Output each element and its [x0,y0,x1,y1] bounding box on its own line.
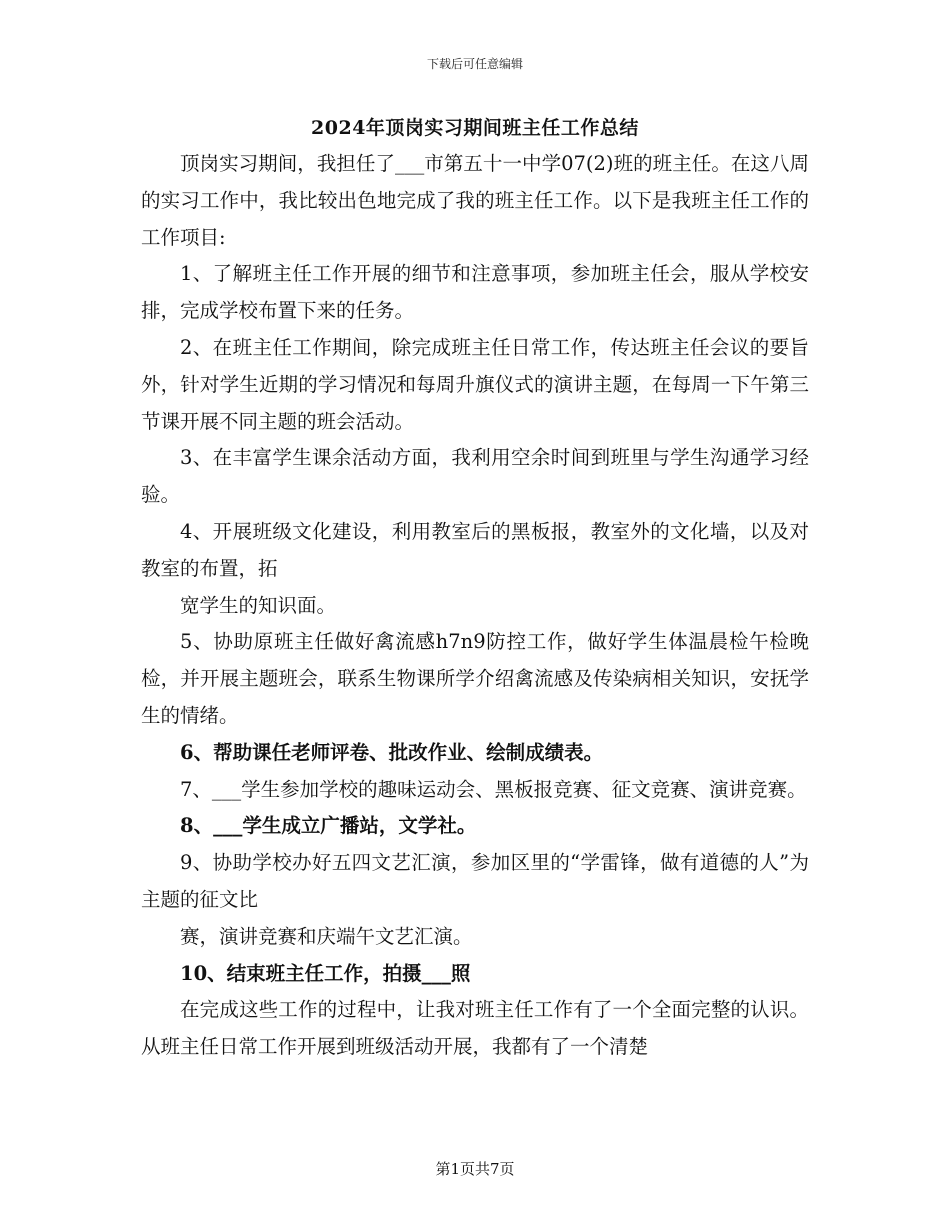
paragraph: 2、在班主任工作期间，除完成班主任日常工作，传达班主任会议的要旨外，针对学生近期的学习情况和每周升旗仪式的演讲主题，在每周一下午第三节课开展不同主题的班会活动。 [141,335,809,433]
paragraph: 宽学生的知识面。 [180,593,337,617]
paragraph-bold: 10、结束班主任工作，拍摄___照 [180,961,471,985]
paragraph: 在完成这些工作的过程中，让我对班主任工作有了一个全面完整的认识。从班主任日常工作开展到班级活动开展，我都有了一个清楚 [141,998,809,1059]
paragraph: 4、开展班级文化建设，利用教室后的黑板报，教室外的文化墙，以及对教室的布置，拓 [141,519,809,580]
document-title: 2024年顶岗实习期间班主任工作总结 [311,117,639,139]
paragraph: 顶岗实习期间，我担任了___市第五十一中学07(2)班的班主任。在这八周的实习工作中，我比较出色地完成了我的班主任工作。以下是我班主任工作的工作项目: [141,152,809,249]
paragraph: 赛，演讲竞赛和庆端午文艺汇演。 [180,924,473,948]
paragraph: 7、___学生参加学校的趣味运动会、黑板报竞赛、征文竞赛、演讲竞赛。 [180,777,807,801]
header-note: 下载后可任意编辑 [426,57,523,71]
page-footer: 第1页共7页 [435,1160,515,1178]
paragraph-bold: 8、___学生成立广播站，文学社。 [180,814,477,838]
paragraph: 3、在丰富学生课余活动方面，我利用空余时间到班里与学生沟通学习经验。 [141,446,809,507]
paragraph-bold: 6、帮助课任老师评卷、批改作业、绘制成绩表。 [180,740,604,764]
paragraph: 9、协助学校办好五四文艺汇演，参加区里的“学雷锋，做有道德的人”为主题的征文比 [141,851,809,911]
paragraph: 1、了解班主任工作开展的细节和注意事项，参加班主任会，服从学校安排，完成学校布置下来的任务。 [141,262,809,323]
document-body [141,146,809,1066]
paragraph: 5、协助原班主任做好禽流感h7n9防控工作，做好学生体温晨检午检晚检，并开展主题班会，联系生物课所学介绍禽流感及传染病相关知识，安抚学生的情绪。 [141,630,809,727]
